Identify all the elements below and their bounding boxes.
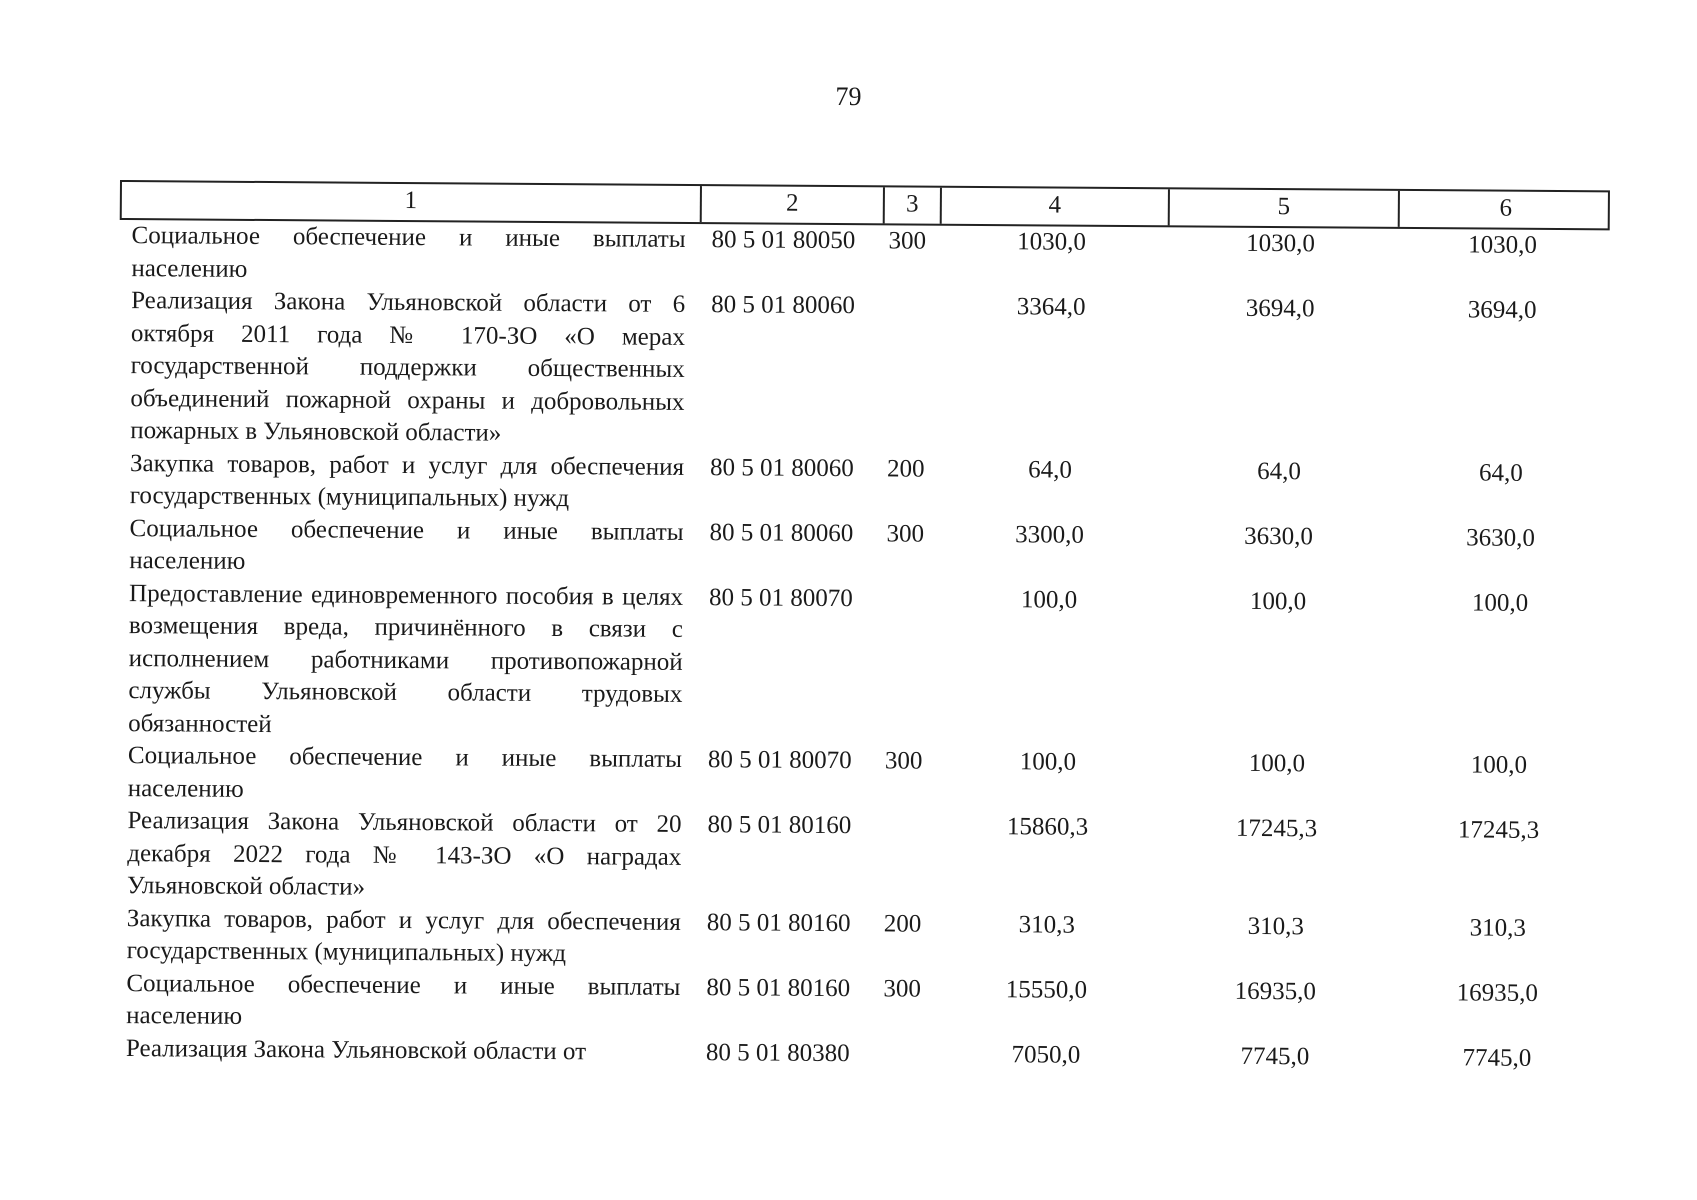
- amount-column-4: 310,3: [1018, 910, 1076, 939]
- amount-column-6: 3694,0: [1467, 296, 1537, 324]
- expense-item-name: Реализация Закона Ульяновской области от: [125, 1034, 587, 1065]
- budget-table: [114, 180, 1610, 1075]
- amount-column-5: 16935,0: [1234, 977, 1317, 1005]
- amount-column-5: 3630,0: [1244, 522, 1314, 550]
- amount-column-5: 100,0: [1248, 749, 1306, 778]
- table-row: [115, 805, 1606, 913]
- amount-column-6: 1030,0: [1468, 231, 1538, 259]
- target-article-code: 80 5 01 80060: [709, 518, 854, 547]
- expense-type-code: 200: [883, 909, 922, 938]
- column-header-5: 5: [1168, 189, 1398, 227]
- amount-column-4: 64,0: [1028, 455, 1072, 484]
- table-row: [119, 220, 1609, 295]
- target-article-code: 80 5 01 80380: [705, 1038, 850, 1067]
- amount-column-4: 100,0: [1019, 748, 1077, 776]
- amount-column-4: 7050,0: [1011, 1040, 1081, 1069]
- expense-item-name: Закупка товаров, работ и услуг для обеспечения государственных (муниципальных) нужд: [129, 449, 685, 513]
- amount-column-6: 7745,0: [1462, 1043, 1532, 1072]
- expense-item-name: Социальное обеспечение и иные выплаты населению: [127, 742, 683, 803]
- amount-column-5: 17245,3: [1235, 814, 1318, 843]
- table-body: [114, 220, 1610, 1075]
- page-number: 79: [835, 82, 862, 111]
- expense-type-code: [879, 290, 937, 453]
- amount-column-4: 15860,3: [1006, 813, 1089, 841]
- expense-item-name: Реализация Закона Ульяновской области от 20 декабря 2022 года № 143-ЗО «О наградах Ульяновской области»: [126, 807, 682, 901]
- amount-column-4: 100,0: [1020, 585, 1078, 614]
- amount-column-6: 3630,0: [1466, 523, 1536, 552]
- amount-column-5: 1030,0: [1246, 229, 1316, 258]
- amount-column-4: 15550,0: [1005, 975, 1088, 1004]
- target-article-code: 80 5 01 80160: [707, 811, 852, 840]
- target-article-code: 80 5 01 80160: [706, 973, 851, 1002]
- expense-item-name: Предоставление единовременного пособия в целях возмещения вреда, причинённого в связи с исполнением работниками противопожарной службы Ульяновской области трудовых обязанностей: [128, 579, 684, 738]
- expense-item-name: Социальное обеспечение и иные выплаты населению: [126, 969, 681, 1030]
- amount-column-6: 310,3: [1469, 913, 1527, 942]
- amount-column-6: 100,0: [1470, 751, 1528, 779]
- table-row: [117, 512, 1607, 587]
- target-article-code: 80 5 01 80070: [707, 746, 852, 775]
- column-header-4: 4: [940, 188, 1168, 226]
- expense-type-code: [875, 1038, 932, 1071]
- expense-item-name: Реализация Закона Ульяновской области от 6 октября 2011 года № 170-ЗО «О мерах государственной поддержки общественных объединений пожарной охраны и добровольных пожарных в Ульяновской области»: [130, 287, 686, 447]
- target-article-code: 80 5 01 80060: [709, 453, 854, 482]
- column-header-1: 1: [404, 186, 418, 215]
- target-article-code: 80 5 01 80160: [706, 908, 851, 937]
- amount-column-5: 310,3: [1247, 912, 1305, 940]
- table-row: [114, 967, 1604, 1042]
- amount-column-6: 100,0: [1471, 588, 1529, 617]
- expense-type-code: 200: [886, 454, 925, 483]
- amount-column-5: 3694,0: [1245, 294, 1315, 323]
- table-row: [118, 447, 1608, 522]
- target-article-code: 80 5 01 80060: [711, 291, 855, 320]
- expense-type-code: [877, 583, 935, 746]
- table-row: [116, 740, 1606, 815]
- target-article-code: 80 5 01 80070: [709, 583, 853, 612]
- expense-type-code: 300: [888, 227, 927, 255]
- expense-item-name: Закупка товаров, работ и услуг для обеспечения государственных (муниципальных) нужд: [126, 904, 681, 968]
- amount-column-4: 1030,0: [1017, 228, 1087, 256]
- table-row: [118, 285, 1609, 458]
- expense-type-code: 300: [886, 519, 925, 548]
- expense-item-name: Социальное обеспечение и иные выплаты населению: [129, 514, 684, 575]
- column-header-6: 6: [1398, 191, 1612, 228]
- expense-item-name: Социальное обеспечение и иные выплаты населению: [131, 222, 686, 283]
- amount-column-6: 17245,3: [1457, 816, 1540, 844]
- amount-column-4: 3300,0: [1015, 520, 1085, 549]
- amount-column-6: 64,0: [1479, 458, 1523, 487]
- amount-column-5: 7745,0: [1240, 1042, 1310, 1070]
- target-article-code: 80 5 01 80050: [711, 226, 856, 255]
- amount-column-6: 16935,0: [1456, 978, 1539, 1007]
- amount-column-5: 100,0: [1249, 587, 1307, 615]
- table-row: [115, 902, 1605, 977]
- column-header-3: 3: [883, 187, 940, 223]
- expense-type-code: 300: [884, 747, 923, 775]
- table-row: [116, 577, 1607, 750]
- column-header-2: 2: [700, 186, 883, 223]
- expense-type-code: [876, 810, 934, 908]
- amount-column-4: 3364,0: [1016, 293, 1086, 321]
- expense-type-code: 300: [883, 974, 921, 1003]
- amount-column-5: 64,0: [1257, 457, 1301, 485]
